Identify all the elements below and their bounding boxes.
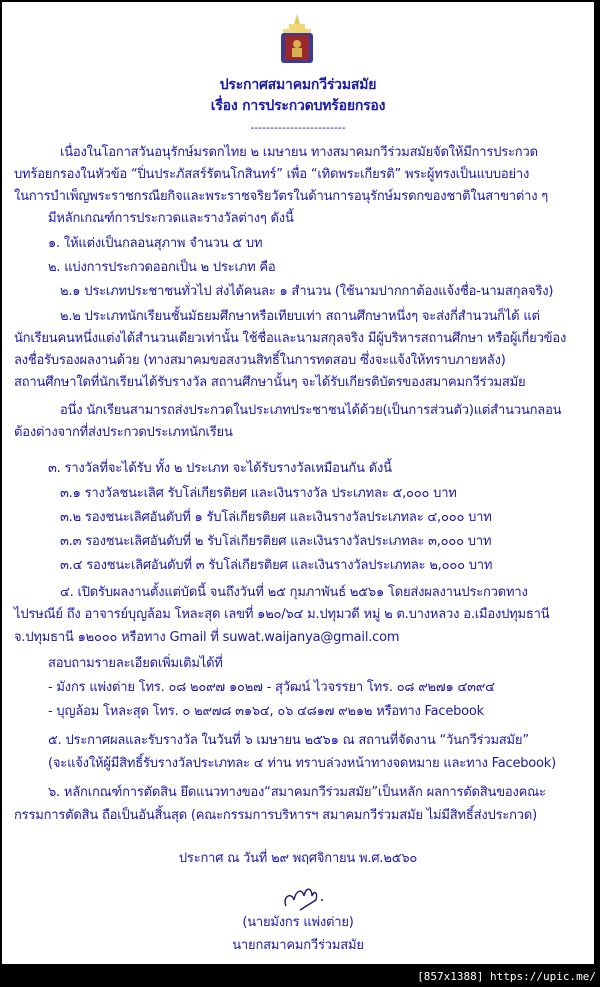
prize-item: ๓.๑ รางวัลชนะเลิศ รับโล่เกียรติยศ และเงินรางวัล ประเภทละ ๕,๐๐๐ บาท xyxy=(60,486,457,501)
contact-item: - บุญล้อม โหละสุด โทร. ๐ ๒๙๗๘ ๓๑๖๔, ๐๖ ๔๘๑๗ ๙๒๑๒ หรือทาง Facebook xyxy=(48,704,485,719)
rule-2: ๒. แบ่งการประกวดออกเป็น ๒ ประเภท คือ xyxy=(48,260,276,275)
prize-item: ๓.๒ รองชนะเลิศอันดับที่ ๑ รับโล่เกียรติยศ และเงินรางวัลประเภทละ ๔,๐๐๐ บาท xyxy=(60,510,492,525)
intro-line: ในการบำเพ็ญพระราชกรณียกิจและพระราชจริยวัตรในด้านการอนุรักษ์มรดกของชาติในสาขาต่าง ๆ xyxy=(14,189,549,204)
note-line: อนึ่ง นักเรียนสามารถส่งประกวดในประเภทประชาชนได้ด้วย(เป็นการส่วนตัว)แต่สำนวนกลอน xyxy=(60,403,562,418)
rule-2-2-line: สถานศึกษาใดที่นักเรียนได้รับรางวัล สถานศึกษานั้นๆ จะได้รับเกียรติบัตรของสมาคมกวีร่วมสมัย xyxy=(14,375,526,390)
signature-icon xyxy=(278,882,338,912)
rule-6-line: กรรมการตัดสิน ถือเป็นอันสิ้นสุด (คณะกรรมการบริหารฯ สมาคมกวีร่วมสมัย ไม่มีสิทธิ์ส่งประกวด) xyxy=(14,808,538,823)
rule-5-line: (จะแจ้งให้ผู้มีสิทธิ์รับรางวัลประเภทละ ๔ ท่าน ทราบล่วงหน้าทางจดหมาย และทาง Facebook) xyxy=(48,756,556,771)
rule-5-line: ๕. ประกาศผลและรับรางวัล ในวันที่ ๖ เมษายน ๒๕๖๑ ณ สถานที่จัดงาน “วันกวีร่วมสมัย” xyxy=(48,733,529,748)
prize-item: ๓.๓ รองชนะเลิศอันดับที่ ๒ รับโล่เกียรติยศ และเงินรางวัลประเภทละ ๓,๐๐๐ บาท xyxy=(60,534,492,549)
prize-item: ๓.๔ รองชนะเลิศอันดับที่ ๓ รับโล่เกียรติยศ และเงินรางวัลประเภทละ ๒,๐๐๐ บาท xyxy=(60,558,493,573)
signer-title: นายกสมาคมกวีร่วมสมัย xyxy=(232,938,364,953)
rule-2-2-line: ลงชื่อรับรองผลงานด้วย (ทางสมาคมขอสงวนสิทธิ์ในการทดสอบ ซึ่งจะแจ้งให้ทราบภายหลัง) xyxy=(14,353,506,368)
intro-line: บทร้อยกรองในหัวข้อ “ปิ่นประภัสสร์รัตนโกสินทร์” เพื่อ “เทิดพระเกียรติ” พระผู้ทรงเป็นแบบอย่าง xyxy=(14,167,530,182)
association-emblem-icon xyxy=(277,14,317,66)
rule-2-2-line: นักเรียนคนหนึ่งแต่งได้สำนวนเดียวเท่านั้น ใช้ชื่อและนามสกุลจริง มีผู้บริหารสถานศึกษา หรือผู้เกี่ยวข้อง xyxy=(14,331,567,346)
rule-4-line: ๔. เปิดรับผลงานตั้งแต่บัดนี้ จนถึงวันที่ ๒๕ กุมภาพันธ์ ๒๕๖๑ โดยส่งผลงานประกวดทาง xyxy=(60,585,528,600)
image-watermark: [857x1388] https://upic.me/ xyxy=(417,970,596,983)
note-line: ต้องต่างจากที่ส่งประกวดประเภทนักเรียน xyxy=(14,425,233,440)
rule-4-line: จ.ปทุมธานี ๑๒๐๐๐ หรือทาง Gmail ที่ suwat.waijanya@gmail.com xyxy=(14,630,400,645)
rule-2-1: ๒.๑ ประเภทประชาชนทั่วไป ส่งได้คนละ ๑ สำนวน (ใช้นามปากกาต้องแจ้งชื่อ-นามสกุลจริง) xyxy=(60,284,554,299)
rule-3: ๓. รางวัลที่จะได้รับ ทั้ง ๒ ประเภท จะได้รับรางวัลเหมือนกัน ดังนี้ xyxy=(48,461,392,476)
announcement-subject: เรื่อง การประกวดบทร้อยกรอง xyxy=(210,98,386,114)
divider: ------------------------ xyxy=(250,121,346,134)
date-line: ประกาศ ณ วันที่ ๒๙ พฤศจิกายน พ.ศ.๒๕๖๐ xyxy=(178,851,418,866)
contact-item: - มังกร แพ่งต่าย โทร. ๐๘ ๒๐๙๗ ๑๐๒๗ - สุวัฒน์ ไวจรรยา โทร. ๐๘ ๙๒๗๑ ๔๓๙๔ xyxy=(48,680,495,695)
rule-1: ๑. ให้แต่งเป็นกลอนสุภาพ จำนวน ๕ บท xyxy=(48,236,263,251)
announcement-page xyxy=(2,2,594,964)
rule-4-line: ไปรษณีย์ ถึง อาจารย์บุญล้อม โหละสุด เลขที่ ๑๒๐/๖๔ ม.ปทุมวดี หมู่ ๒ ต.บางหลวง อ.เมืองปทุมธานี xyxy=(14,607,550,622)
announcement-title: ประกาศสมาคมกวีร่วมสมัย xyxy=(219,77,377,93)
signer-name: (นายมังกร แพ่งต่าย) xyxy=(242,915,354,930)
rule-6-line: ๖. หลักเกณฑ์การตัดสิน ยึดแนวทางของ“สมาคมกวีร่วมสมัย”เป็นหลัก ผลการตัดสินของคณะ xyxy=(48,785,546,800)
rule-2-2-line: ๒.๒ ประเภทนักเรียนชั้นมัธยมศึกษาหรือเทียบเท่า สถานศึกษาหนึ่งๆ จะส่งกี่สำนวนก็ได้ แต่ xyxy=(60,309,540,324)
intro-line: มีหลักเกณฑ์การประกวดและรางวัลต่างๆ ดังนี้ xyxy=(48,211,294,226)
intro-line: เนื่องในโอกาสวันอนุรักษ์มรดกไทย ๒ เมษายน ทางสมาคมกวีร่วมสมัยจัดให้มีการประกวด xyxy=(60,145,538,160)
contact-heading: สอบถามรายละเอียดเพิ่มเติมได้ที่ xyxy=(48,656,223,671)
